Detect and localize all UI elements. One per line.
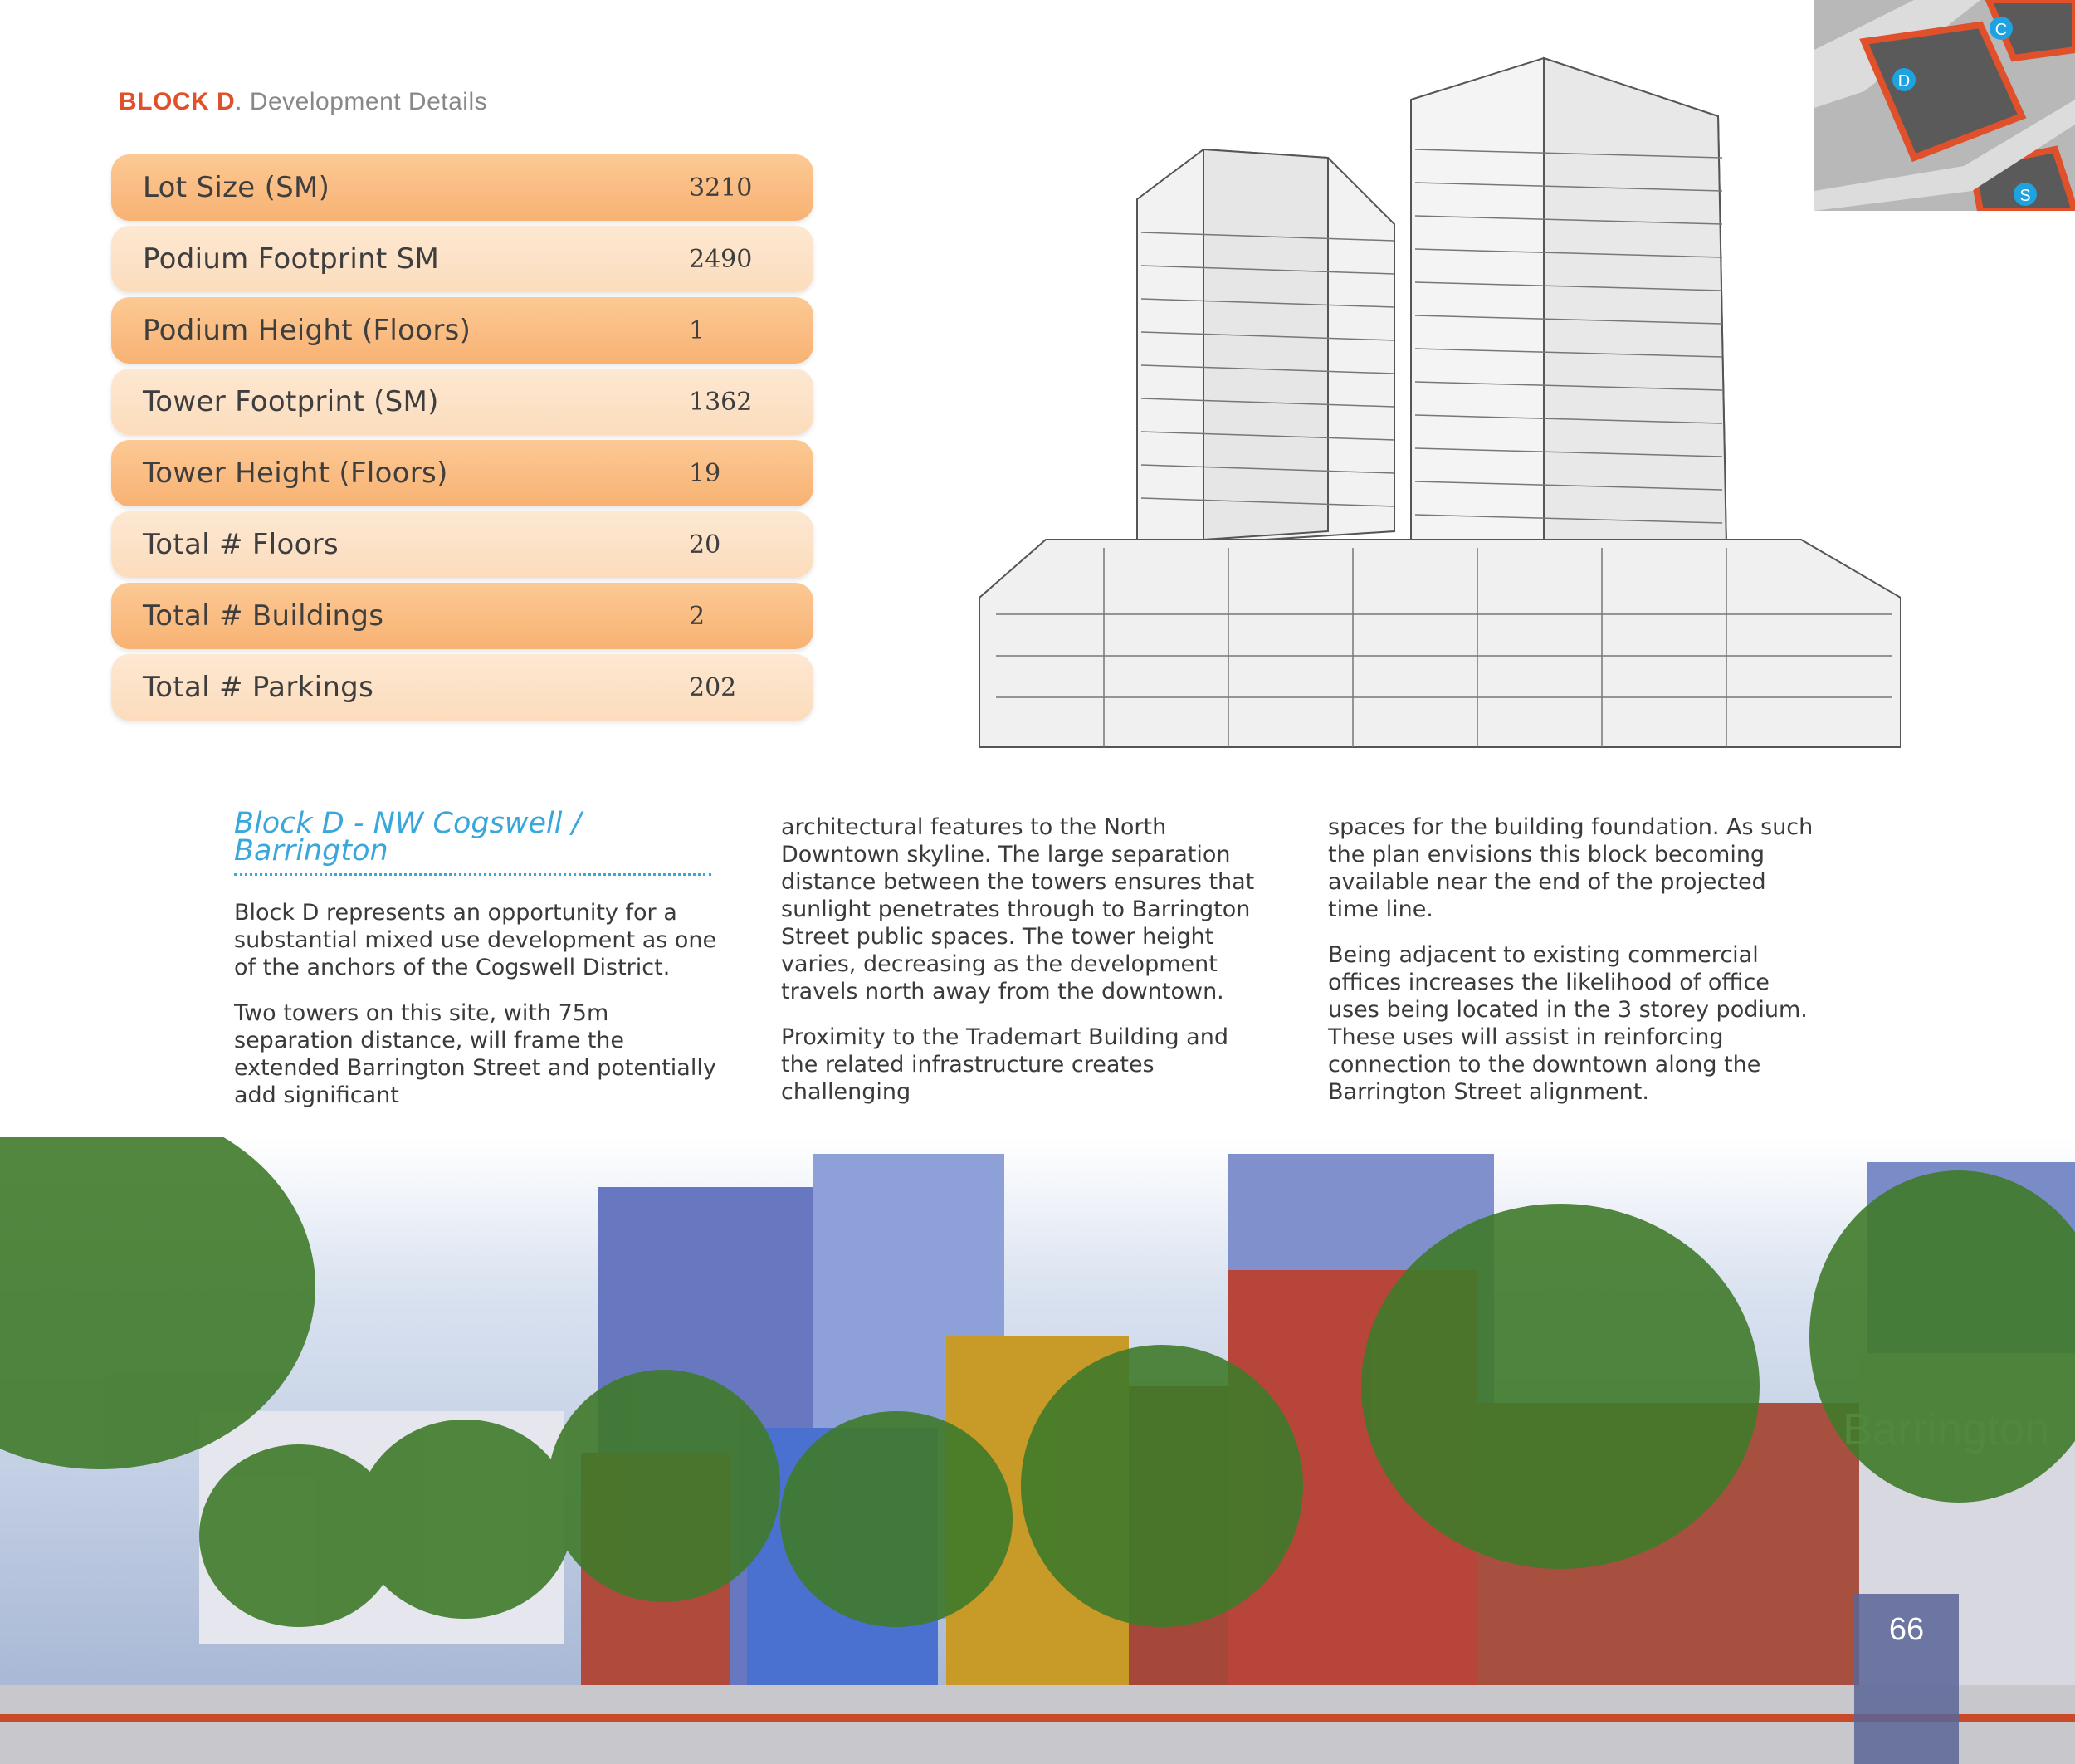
- detail-label: Lot Size (SM): [143, 171, 330, 204]
- detail-label: Total # Parkings: [143, 671, 374, 704]
- detail-label: Total # Buildings: [143, 599, 384, 633]
- detail-row: [111, 654, 813, 721]
- map-marker-c-label: C: [1994, 21, 2008, 39]
- detail-label: Podium Footprint SM: [143, 242, 440, 276]
- body-paragraph: Proximity to the Trademart Building and the related infrastructure creates challenging: [781, 1024, 1228, 1105]
- body-paragraph: architectural features to the North Downtown skyline. The large separation distance between the towers ensures that sunlight penetrates through to Barrington Street public spaces. The tower height varies, decreasing as the development travels north away from the downtown.: [781, 814, 1255, 1004]
- heading-subtitle: . Development Details: [235, 88, 488, 115]
- detail-value: 3210: [689, 173, 753, 203]
- body-paragraph: Being adjacent to existing commercial offices increases the likelihood of office uses being located in the 3 storey podium. These uses will assist in reinforcing connection to the downtown along the Barrington Street alignment.: [1328, 942, 1808, 1105]
- section-title: Block D - NW Cogswell / Barrington: [234, 810, 711, 876]
- building-sketch-illustration: [979, 17, 1901, 764]
- text-column-1: [234, 807, 724, 1127]
- page-heading: [119, 88, 487, 116]
- street-rendering-image: [0, 1137, 2075, 1764]
- body-paragraph: Block D represents an opportunity for a substantial mixed use development as one of the anchors of the Cogswell District.: [234, 900, 717, 980]
- detail-value: 2: [689, 601, 706, 631]
- development-details-table: [111, 154, 813, 726]
- detail-row: [111, 583, 813, 649]
- detail-value: 20: [689, 530, 721, 559]
- detail-label: Tower Height (Floors): [143, 457, 448, 490]
- detail-row: [111, 226, 813, 292]
- heading-block-label: BLOCK D: [119, 88, 236, 115]
- page-number: 66: [1854, 1594, 1959, 1764]
- text-column-2: [781, 814, 1271, 1124]
- detail-row: [111, 511, 813, 578]
- body-paragraph: Two towers on this site, with 75m separation distance, will frame the extended Barrington Street and potentially add significant: [234, 1000, 716, 1108]
- detail-value: 19: [689, 458, 721, 488]
- detail-label: Tower Footprint (SM): [143, 385, 439, 418]
- detail-row: [111, 154, 813, 221]
- detail-value: 2490: [689, 244, 753, 274]
- text-column-3: [1328, 814, 1818, 1124]
- map-marker-s-label: S: [2019, 187, 2031, 205]
- detail-row: [111, 297, 813, 364]
- site-location-minimap: [1814, 0, 2075, 211]
- detail-value: 202: [689, 672, 737, 702]
- map-marker-d-label: D: [1897, 72, 1911, 90]
- detail-label: Total # Floors: [143, 528, 339, 561]
- detail-value: 1: [689, 315, 706, 345]
- body-paragraph: spaces for the building foundation. As such the plan envisions this block becoming available near the end of the projected time line.: [1328, 814, 1814, 922]
- detail-label: Podium Height (Floors): [143, 314, 471, 347]
- detail-row: [111, 369, 813, 435]
- detail-value: 1362: [689, 387, 753, 417]
- detail-row: [111, 440, 813, 506]
